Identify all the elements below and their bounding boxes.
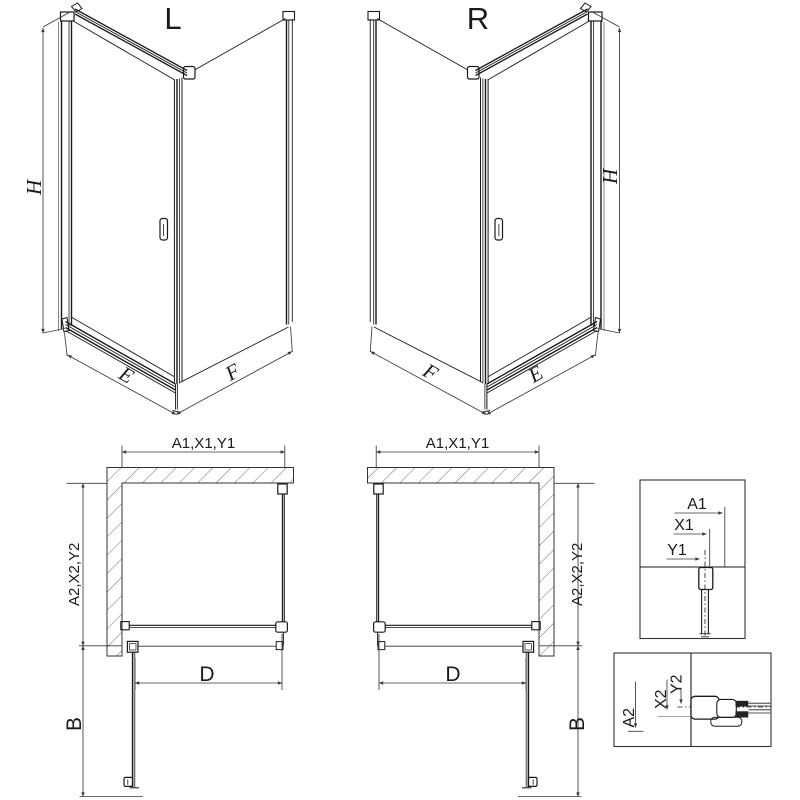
wall-profile-section [699,568,713,590]
orientation-label-right: R [466,1,490,36]
dim-label-x1: X1 [674,517,694,534]
dim-label-b-left: B [63,716,86,731]
plan-view-left [63,435,294,797]
dim-label-e-right: E [523,360,548,388]
dim-label-e-left: E [114,361,139,389]
dim-label-a1: A1 [687,496,707,513]
dim-label-x2: X2 [653,689,670,709]
dim-label-y1: Y1 [667,542,687,559]
iso-view-right [368,1,622,415]
dim-label-a2: A2 [621,707,638,728]
plan-view-right [368,435,595,797]
wall-profile-head [691,696,719,719]
clamp-jaw-upper [736,701,749,707]
dim-label-a2x2y2-right: A2,X2,Y2 [569,542,586,606]
iso-view-left [22,1,295,415]
dim-label-height-right: H [598,168,622,184]
dim-label-a1x1y1-left: A1,X1,Y1 [171,435,236,452]
dim-label-height-left: H [22,179,46,195]
detail-view-top [640,480,745,639]
glass-panel-lines [749,703,771,713]
dim-label-a1x1y1-right: A1,X1,Y1 [425,435,490,452]
dim-label-y2: Y2 [668,674,686,694]
dim-label-d-left: D [199,663,215,686]
dim-label-f-left: F [220,358,245,386]
dim-label-d-right: D [445,663,461,686]
dim-label-a2x2y2-left: A2,X2,Y2 [66,542,83,606]
orientation-label-left: L [164,1,182,36]
dim-label-b-right: B [566,716,589,731]
profile-clamp-body [717,699,737,717]
clamp-jaw-lower [736,711,749,717]
detail-view-bottom [614,653,771,747]
dim-label-f-right: F [418,358,443,386]
